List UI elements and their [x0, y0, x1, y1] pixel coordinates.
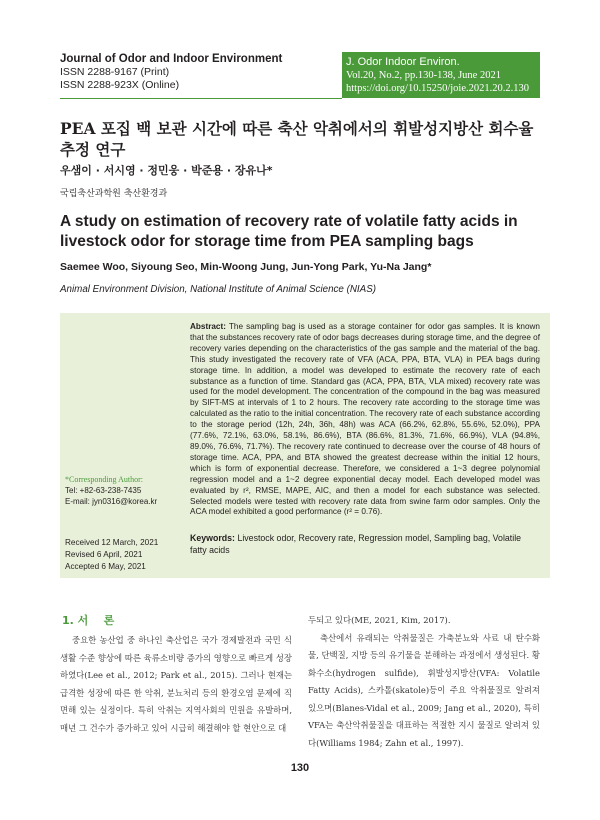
- keywords: [190, 532, 540, 556]
- journal-abbrev: J. Odor Indoor Environ.: [346, 56, 460, 68]
- date-accepted: Accepted 6 May, 2021: [65, 562, 146, 571]
- abstract-label: Abstract:: [190, 322, 226, 331]
- abstract: [190, 322, 540, 518]
- issn-online: ISSN 2288-923X (Online): [60, 79, 180, 91]
- title-english: A study on estimation of recovery rate of volatile fatty acids in livestock odor for storage time from PEA sampling bags: [60, 213, 518, 250]
- volume-info: Vol.20, No.2, pp.130-138, June 2021: [346, 70, 501, 81]
- date-received: Received 12 March, 2021: [65, 538, 159, 547]
- corresponding-author-label: *Corresponding Author:: [65, 475, 143, 484]
- page-number: 130: [290, 762, 310, 774]
- keywords-text: Livestock odor, Recovery rate, Regression model, Sampling bag, Volatile fatty acids: [190, 533, 522, 555]
- authors-korean: 우샘이 · 서시영 · 정민웅 · 박준용 · 장유나*: [60, 164, 273, 177]
- doi-link[interactable]: https://doi.org/10.15250/joie.2021.20.2.130: [346, 83, 529, 94]
- issn-print: ISSN 2288-9167 (Print): [60, 66, 170, 78]
- journal-name: Journal of Odor and Indoor Environment: [60, 53, 283, 65]
- title-korean: PEA 포집 백 보관 시간에 따른 축산 악취에서의 휘발성지방산 회수율 추정 연구: [60, 119, 534, 159]
- authors-english: Saemee Woo, Siyoung Seo, Min-Woong Jung, Jun-Yong Park, Yu-Na Jang*: [60, 261, 432, 273]
- abstract-text: The sampling bag is used as a storage container for odor gas samples. It is known that the substances recovery rate of odor bags decreases during storage time, and the degree of recovery varies depending on the characteristics of the gas sample and the material of the bag. This study investigated the recovery rate of VFA (ACA, PPA, BTA, VLA) in PEA bags during storage time. In addition, a model was developed to estimate the recovery rate of each substance as a function of time. Standard gas (ACA, PPA, BTA, VLA mixed) recovery rate was used for the model development. The concentration of the compound in the bag was measured by SIFT-MS at intervals of 1 to 2 hours. The recovery rate according to the storage time was calculated as the ratio to the initial concentration. The recovery rate of each substance according to the storage period (12h, 24h, 36h, 48h) was ACA (66.2%, 62.8%, 55.6%, 52.0%), PPA (77.6%, 72.1%, 63.0%, 58.1%, 86.6%), BTA (86.6%, 81.3%, 71.6%, 66.9%), VLA (94.8%, 89.0%, 76.6%, 71.7%). The recovery rate continued to decrease over the course of 48 hours of storage time. ACA, PPA, and BTA showed the greatest decrease within the initial 12 hours, which is form of exponential decrease. Therefore, we considered a 1~3 degree polynomial regression model and a 1~2 degree exponential decay model. Each developed model was evaluated by r², RMSE, MAPE, AIC, and then a model for each substance was selected. Selected models were tested with recovery rate data from swine farm odor samples. Only the ACA model exhibited a good performance (r² = 0.76).: [190, 322, 540, 517]
- section-heading-introduction: 1. 서 론: [62, 614, 115, 627]
- affiliation-korean: 국립축산과학원 축산환경과: [60, 189, 168, 199]
- affiliation-english: Animal Environment Division, National Institute of Animal Science (NIAS): [60, 284, 376, 295]
- keywords-label: Keywords:: [190, 533, 235, 543]
- article-dates: [65, 537, 158, 573]
- correspondence: [65, 474, 157, 507]
- corresponding-email[interactable]: E-mail: jyn0316@korea.kr: [65, 497, 158, 506]
- body-paragraph-continued: 두되고 있다(ME, 2021, Kim, 2017).: [308, 615, 451, 625]
- body-column-right: [308, 612, 540, 752]
- corresponding-tel: Tel: +82-63-238-7435: [65, 486, 142, 495]
- journal-header-right: [342, 52, 540, 98]
- journal-header-left: [60, 52, 342, 99]
- body-paragraph: 축산에서 유래되는 악취물질은 가축분뇨와 사료 내 탄수화물, 단백질, 지방 등의 유기물을 분해하는 과정에서 생성된다. 황화수소(hydrogen sulfide), 휘발성지방산(VFA: Volatile Fatty Acids), 스카톨(skatole)등이 주요 악취물질로 알려져 있으며(Blanes-Vidal et al., 2009; Jang et al., 2020), 특히 VFA는 축산악취물질을 대표하는 적절한 지시 물질로 알려져 있다(Williams 1984; Zahn et al., 1997).: [308, 632, 540, 748]
- body-column-left: 중요한 농산업 중 하나인 축산업은 국가 경제발전과 국민 식생활 수준 향상에 따른 육류소비량 증가의 영향으로 빠르게 성장 하였다(Lee et al., 2012; Park et al., 2015). 그러나 현재는 급격한 성장에 따른 한 악취, 분뇨처리 등의 환경오염 문제에 직면해 있는 실정이다. 특히 악취는 지역사회의 민원을 유발하며, 매년 그 건수가 증가하고 있어 시급히 해결해야 할 현안으로 대: [60, 635, 292, 733]
- date-revised: Revised 6 April, 2021: [65, 550, 143, 559]
